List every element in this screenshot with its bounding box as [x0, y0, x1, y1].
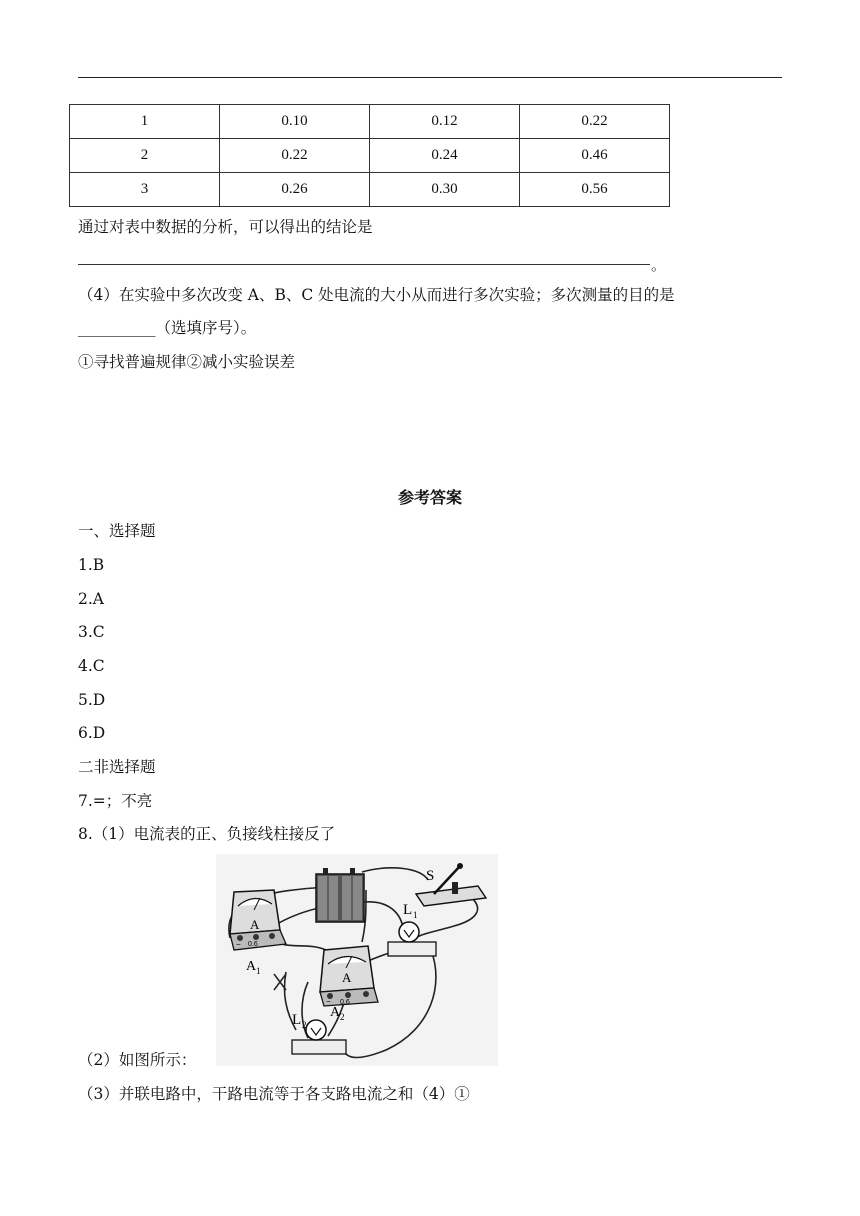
answers-title: 参考答案: [397, 488, 462, 507]
ammeter-1-face-label: A: [250, 917, 260, 932]
conclusion-prompt: 通过对表中数据的分析，可以得出的结论是: [78, 218, 373, 236]
ammeter-2-subscript: 2: [340, 1012, 345, 1022]
table-cell: 0.22: [220, 139, 370, 173]
answer-item: 1.B: [78, 556, 105, 574]
answer-8-part3: （3）并联电路中，干路电流等于各支路电流之和（4）①: [78, 1085, 470, 1103]
answer-8-part1: 8.（1）电流表的正、负接线柱接反了: [78, 825, 336, 843]
ammeter-1-minus: −: [236, 940, 241, 949]
table-row: [70, 139, 670, 173]
ammeter-1-name: A: [246, 959, 257, 974]
answer-item: 6.D: [78, 724, 106, 742]
circuit-diagram: [216, 854, 498, 1066]
ammeter-1-subscript: 1: [256, 966, 261, 976]
table-cell: 1: [70, 105, 220, 139]
question-4-line2: __________（选填序号）。: [78, 319, 257, 337]
table-cell: 2: [70, 139, 220, 173]
answer-item: 4.C: [78, 657, 105, 675]
table-cell: 3: [70, 173, 220, 207]
answer-item: 2.A: [78, 590, 104, 608]
table-cell: 0.56: [520, 173, 670, 207]
lamp-2-label: L: [292, 1012, 302, 1028]
ammeter-2-name: A: [330, 1005, 341, 1020]
header-rule: [78, 77, 782, 78]
lamp-1-label: L: [403, 902, 413, 918]
ammeter-2-range: 0.6: [340, 999, 350, 1006]
answer-blank-line: [78, 264, 650, 265]
section-heading-1: 一、选择题: [78, 522, 156, 540]
table-row: [70, 105, 670, 139]
question-4-line1: （4）在实验中多次改变 A、B、C 处电流的大小从而进行多次实验；多次测量的目的是: [78, 286, 675, 304]
question-4-options: ①寻找普遍规律②减小实验误差: [78, 353, 296, 371]
table-cell: 0.46: [520, 139, 670, 173]
ammeter-2-minus: −: [326, 997, 331, 1006]
answer-7: 7.=；不亮: [78, 792, 153, 810]
switch-label: S: [426, 868, 435, 884]
table-cell: 0.12: [370, 105, 520, 139]
section-heading-2: 二非选择题: [78, 758, 156, 776]
conclusion-end: 。: [651, 256, 667, 274]
table-cell: 0.24: [370, 139, 520, 173]
table-cell: 0.10: [220, 105, 370, 139]
answer-item: 3.C: [78, 623, 105, 641]
table-cell: 0.30: [370, 173, 520, 207]
table-cell: 0.26: [220, 173, 370, 207]
table-cell: 0.22: [520, 105, 670, 139]
lamp-1-subscript: 1: [413, 910, 418, 920]
battery-icon: [316, 868, 364, 922]
answer-item: 5.D: [78, 691, 106, 709]
answer-8-part2: （2）如图所示：: [78, 1051, 197, 1069]
table-row: [70, 173, 670, 207]
ammeter-2-face-label: A: [342, 970, 352, 985]
ammeter-1-range: 0.6: [248, 941, 258, 948]
data-table: [69, 104, 670, 207]
lamp-2-subscript: 2: [302, 1020, 307, 1030]
